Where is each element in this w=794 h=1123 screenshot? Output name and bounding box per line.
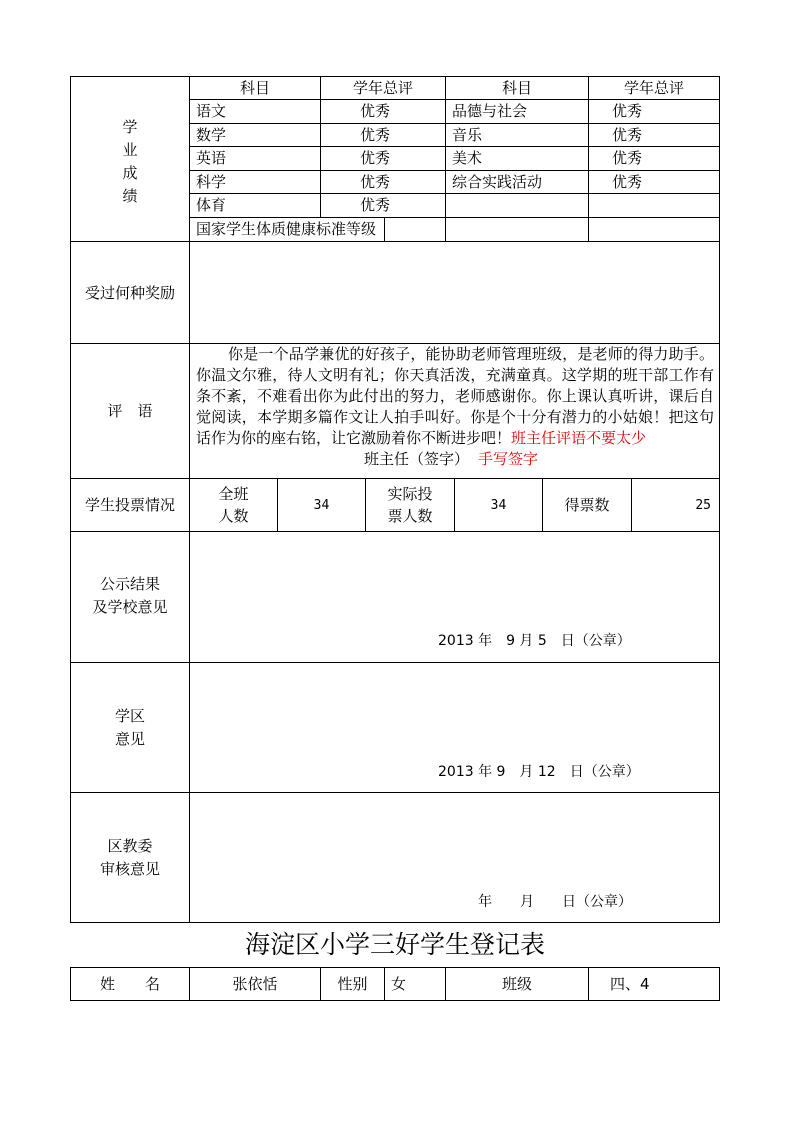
header-overall: 学年总评 — [352, 79, 413, 97]
grade-row-line — [189, 123, 720, 124]
edu-committee-label-line: 审核意见 — [99, 860, 160, 878]
school-opinion-label-line: 公示结果 — [99, 575, 160, 593]
grade-cell: 优秀 — [612, 126, 643, 144]
subject-cell: 音乐 — [452, 126, 483, 144]
school-opinion-label — [71, 573, 189, 619]
teacher-sign-note: 手写签字 — [478, 450, 539, 468]
actual-voters-label-line: 票人数 — [387, 507, 433, 525]
section-divider — [70, 531, 720, 532]
school-opinion-label-line: 及学校意见 — [92, 598, 168, 616]
academic-label-char: 业 — [122, 141, 138, 159]
name-label: 姓 名 — [99, 975, 160, 993]
academic-label-char: 成 — [122, 164, 138, 182]
grade-col-line — [320, 76, 321, 217]
grade-cell: 优秀 — [360, 196, 391, 214]
subject-cell: 科学 — [196, 173, 227, 191]
student-class: 四、4 — [610, 975, 650, 993]
edu-committee-date: 年 月 日（公章） — [478, 894, 632, 910]
class-total-label-line: 人数 — [218, 507, 249, 525]
actual-voters-label-line: 实际投 — [387, 485, 433, 503]
grade-row-line — [189, 146, 720, 147]
class-label: 班级 — [501, 975, 532, 993]
section-divider — [70, 792, 720, 793]
subject-cell: 综合实践活动 — [452, 173, 543, 191]
form-title: 海淀区小学三好学生登记表 — [244, 930, 545, 959]
actual-voters-value: 34 — [490, 498, 507, 513]
comment-label: 评 语 — [107, 402, 153, 420]
district-opinion-label-line: 意见 — [114, 730, 145, 748]
subject-cell: 品德与社会 — [452, 102, 528, 120]
grade-col-line — [445, 76, 446, 241]
vote-label: 学生投票情况 — [84, 496, 175, 514]
academic-label — [110, 116, 150, 208]
subject-cell: 数学 — [196, 126, 227, 144]
district-opinion-label — [71, 705, 189, 751]
grade-cell: 优秀 — [612, 149, 643, 167]
header-subject: 科目 — [239, 79, 270, 97]
grade-row-line — [189, 193, 720, 194]
grade-row-line — [189, 170, 720, 171]
votes-received-value: 25 — [695, 498, 711, 513]
section-divider — [70, 478, 720, 479]
grade-row-line — [189, 217, 720, 218]
school-opinion-date: 2013 年 9 月 5 日（公章） — [438, 633, 631, 649]
subject-cell: 美术 — [452, 149, 483, 167]
teacher-comment — [196, 344, 714, 449]
teacher-comment-note: 班主任评语不要太少 — [511, 429, 647, 447]
grade-cell: 优秀 — [360, 102, 391, 120]
actual-voters-label — [366, 483, 454, 527]
awards-label: 受过何种奖励 — [84, 284, 175, 302]
class-total-value: 34 — [313, 498, 330, 513]
subject-cell: 语文 — [196, 102, 227, 120]
info-col-line — [588, 967, 589, 1001]
gender-label: 性别 — [337, 975, 368, 993]
grade-cell: 优秀 — [612, 102, 643, 120]
class-total-label — [190, 483, 277, 527]
header-subject-2: 科目 — [501, 79, 532, 97]
teacher-sign-label: 班主任（签字） — [364, 450, 470, 468]
header-overall-2: 学年总评 — [623, 79, 684, 97]
district-opinion-label-line: 学区 — [114, 707, 145, 725]
grade-row-line — [189, 99, 720, 100]
class-total-label-line: 全班 — [218, 485, 249, 503]
student-name: 张依恬 — [232, 975, 278, 993]
grade-col-line — [384, 217, 385, 241]
edu-committee-label-line: 区教委 — [107, 837, 153, 855]
section-divider — [70, 241, 720, 242]
grade-col-line — [588, 76, 589, 241]
student-gender: 女 — [391, 975, 407, 993]
subject-cell: 体育 — [196, 196, 227, 214]
academic-label-char: 学 — [122, 118, 138, 136]
district-opinion-date: 2013 年 9 月 12 日（公章） — [438, 764, 640, 780]
grade-cell: 优秀 — [360, 149, 391, 167]
info-col-line — [384, 967, 385, 1001]
fitness-standard-label: 国家学生体质健康标准等级 — [196, 220, 377, 238]
votes-received-label: 得票数 — [564, 496, 610, 514]
grade-cell: 优秀 — [360, 126, 391, 144]
academic-label-char: 绩 — [122, 187, 138, 205]
grade-cell: 优秀 — [612, 173, 643, 191]
section-divider — [70, 662, 720, 663]
subject-cell: 英语 — [196, 149, 227, 167]
teacher-comment-text: 你是一个品学兼优的好孩子，能协助老师管理班级，是老师的得力助手。你温文尔雅，待人文明有礼；你天真活泼，充满童真。这学期的班干部工作有条不紊，不难看出你为此付出的努力，老师感谢你。你上课认真听讲，课后自觉阅读，本学期多篇作文让人拍手叫好。你是个十分有潜力的小姑娘！把这句话作为你的座右铭，让它激励着你不断进步吧！ — [196, 345, 714, 447]
edu-committee-label — [71, 835, 189, 881]
grade-cell: 优秀 — [360, 173, 391, 191]
